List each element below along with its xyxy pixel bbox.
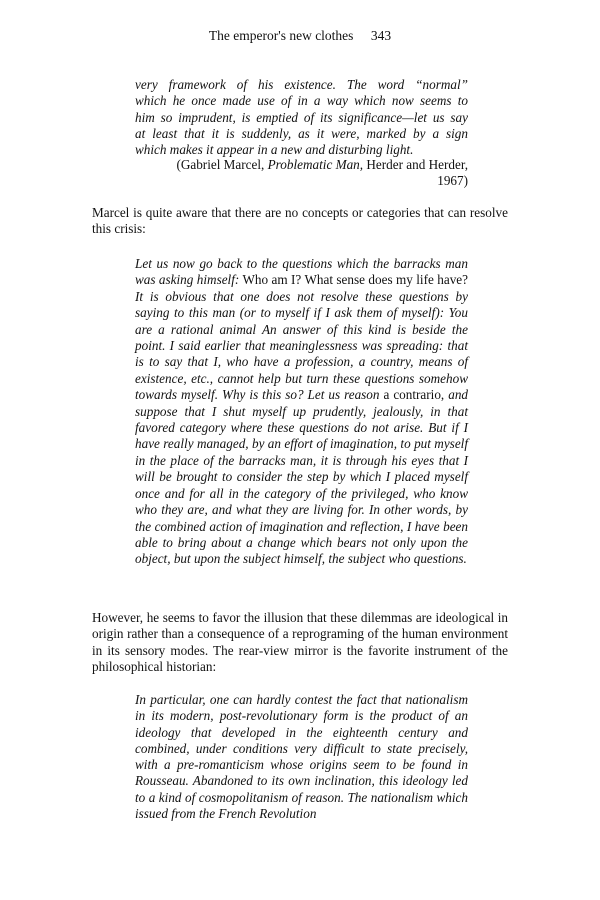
quote-line: which makes it appear in a new and disturbing light.	[135, 142, 414, 158]
quote2-part1: Let us now go back to the questions which the barracks man was asking himself:	[135, 256, 468, 288]
running-header	[0, 28, 600, 44]
block-quote-marcel-2	[135, 256, 468, 568]
running-header-title: The emperor's new clothes	[208, 28, 354, 43]
quote-line: him so imprudent, is emptied of its significance—let us say	[135, 109, 468, 125]
quote2-latin-phrase: a contrario,	[379, 387, 449, 403]
block-quote-3	[135, 692, 468, 822]
citation-publisher: Herder and Herder,	[363, 157, 468, 172]
quote-line: at least that it is suddenly, as it were, marked by a sign	[135, 125, 468, 141]
block-quote-marcel-1	[135, 77, 468, 158]
citation-title: Problematic Man,	[267, 157, 364, 172]
body-paragraph-1: Marcel is quite aware that there are no concepts or categories that can resolve this crisis:	[92, 205, 508, 237]
citation-year: 1967)	[437, 173, 468, 189]
body-paragraph-2: However, he seems to favor the illusion that these dilemmas are ideological in origin rather than a consequence of a reprograming of the human environment in its sensory modes. The rear-view mirror is the favorite instrument of the philosophical historian:	[92, 610, 508, 674]
quote-line: very framework of his existence. The word “normal”	[135, 77, 468, 92]
citation-open: (Gabriel Marcel,	[176, 157, 268, 172]
citation	[135, 157, 468, 190]
quote2-part2: Who am I? What sense does my life have?	[239, 272, 468, 288]
citation-line	[135, 157, 468, 173]
page-number: 343	[370, 28, 392, 43]
quote3-text: In particular, one can hardly contest the fact that nationalism in its modern, post-revolutionary form is the product of an ideology that developed in the eighteenth century and combined, under conditions very difficult to state precisely, with a pre-romanticism whose origins seem to be found in Rousseau. Abandoned to its own inclination, this ideology led to a kind of cosmopolitanism of reason. The nationalism which issued from the French Revolution	[135, 692, 468, 822]
quote2-part5: and suppose that I shut myself up prudently, jealously, in that favored category where these questions do not arise. But if I have really managed, by an effort of imagination, to put myself in the place of the barracks man, it is through his eyes that I will be brought to consider the step by which I placed myself once and for all in the category of the privileged, who know who they are, and what they are living for. In other words, by the combined action of imagination and reflection, I have been able to bring about a change which bears not only upon the object, but upon the subject himself, the subject who questions.	[135, 387, 468, 567]
quote2-part3: It is obvious that one does not resolve these questions by saying to this man (or to myself if I ask them of myself): You are a rational animal An answer of this kind is beside the point. I said earlier that meaninglessness was spreading: that is to say that I, who have a profession, a country, means of existence, etc., cannot help but turn these questions somehow towards myself. Why is this so? Let us reason	[135, 288, 468, 403]
quote-line: which he once made use of in a way which now seems to	[135, 93, 468, 109]
